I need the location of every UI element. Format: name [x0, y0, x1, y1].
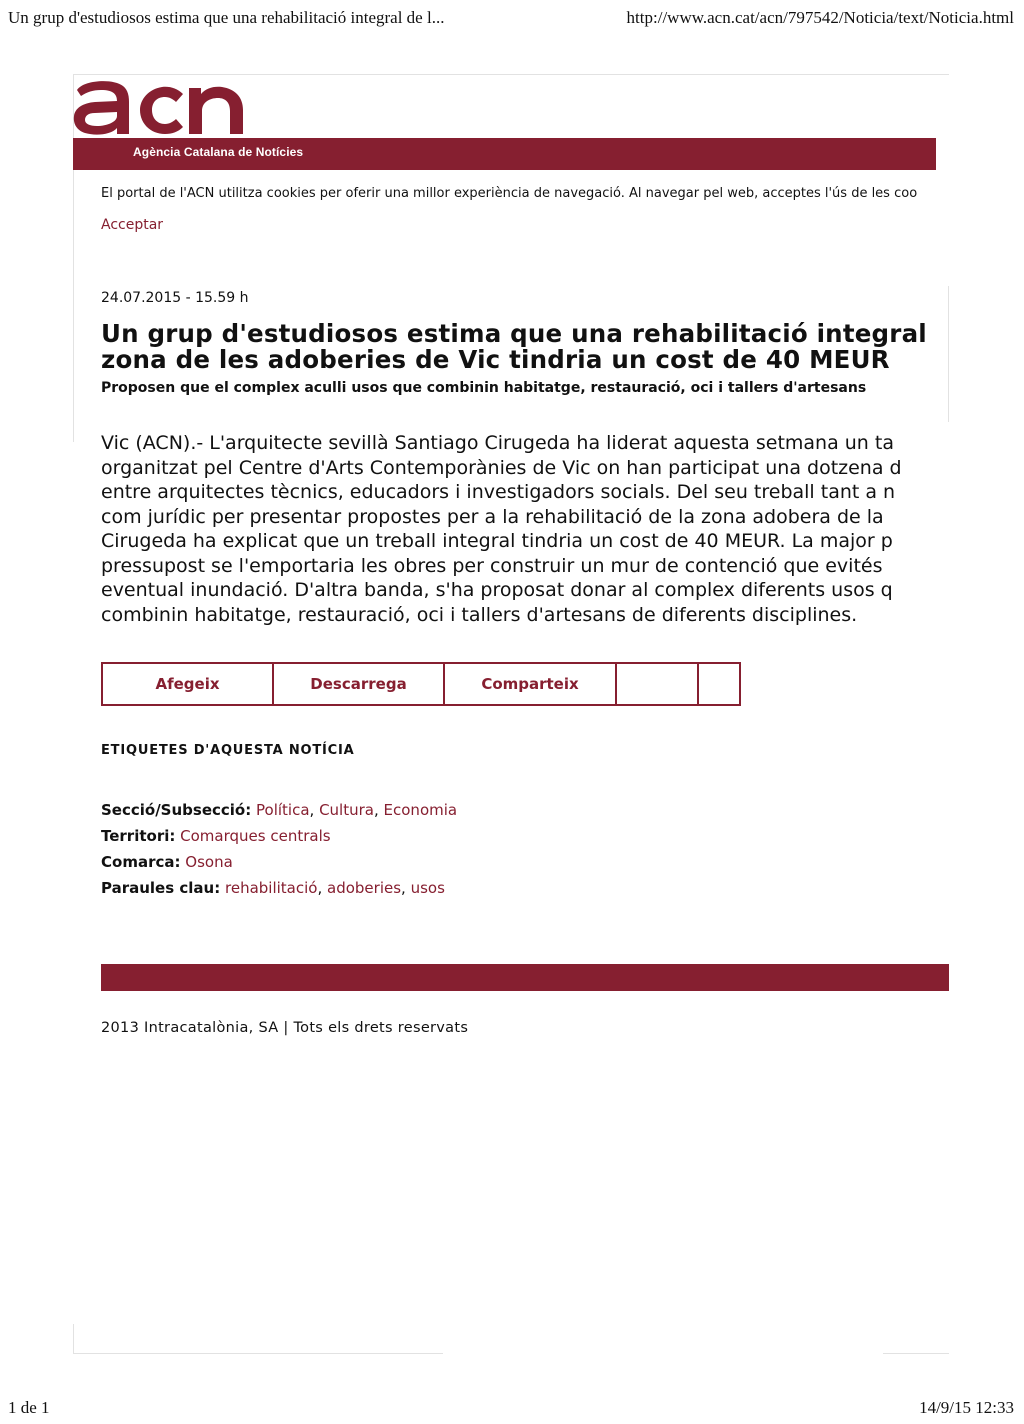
body-line: pressupost se l'emportaria les obres per construir un mur de contenció que evités	[101, 554, 883, 577]
article-body	[101, 431, 949, 627]
tag-link-osona[interactable]: Osona	[185, 853, 233, 871]
tag-separator: ,	[401, 879, 411, 897]
action-slot-empty[interactable]	[617, 664, 699, 704]
tag-link-rehabilitacio[interactable]: rehabilitació	[225, 879, 318, 897]
body-line: combinin habitatge, restauració, oci i tallers d'artesans de diferents disciplines.	[101, 603, 858, 626]
action-slot-empty-2[interactable]	[699, 664, 739, 704]
download-button[interactable]: Descarrega	[274, 664, 445, 704]
body-line: Vic (ACN).- L'arquitecte sevillà Santiago Cirugeda ha liderat aquesta setmana un ta	[101, 432, 894, 454]
tag-label-keywords: Paraules clau:	[101, 879, 221, 897]
tag-separator: ,	[309, 801, 320, 819]
headline-line-2: zona de les adoberies de Vic tindria un cost de 40 MEUR	[101, 347, 890, 373]
page-frame	[73, 74, 949, 1354]
tag-row-territory	[101, 827, 331, 845]
cookie-notice-text: El portal de l'ACN utilitza cookies per oferir una millor experiència de navegació. Al navegar pel web, acceptes l'ús de les coo	[101, 186, 918, 201]
cookie-accept-link[interactable]: Acceptar	[101, 217, 164, 233]
print-page-url: http://www.acn.cat/acn/797542/Noticia/text/Noticia.html	[626, 8, 1014, 27]
tag-row-keywords	[101, 879, 445, 897]
tag-label-county: Comarca:	[101, 853, 181, 871]
print-page-number: 1 de 1	[8, 1398, 50, 1417]
tag-label-section: Secció/Subsecció:	[101, 801, 252, 819]
frame-border-bottom-right	[883, 1353, 949, 1354]
copyright-text: 2013 Intracatalònia, SA | Tots els drets reservats	[101, 1020, 469, 1036]
tags-title: ETIQUETES D'AQUESTA NOTÍCIA	[101, 743, 355, 758]
brand-bar	[73, 138, 936, 170]
article-actions	[101, 662, 741, 706]
tag-separator: ,	[373, 801, 384, 819]
headline-line-1: Un grup d'estudiosos estima que una rehabilitació integral	[101, 321, 927, 347]
tag-row-county	[101, 853, 233, 871]
body-line: organitzat pel Centre d'Arts Contemporànies de Vic on han participat una dotzena d	[101, 456, 902, 479]
tag-link-cultura[interactable]: Cultura	[319, 801, 374, 819]
acn-logo[interactable]	[73, 76, 245, 136]
body-line: Cirugeda ha explicat que un treball integral tindria un cost de 40 MEUR. La major p	[101, 530, 893, 552]
print-footer	[8, 1396, 1014, 1418]
add-button[interactable]: Afegeix	[103, 664, 274, 704]
frame-border-top	[73, 74, 949, 75]
body-line: entre arquitectes tècnics, educadors i investigadors socials. Del seu treball tant a n	[101, 481, 896, 503]
body-line: eventual inundació. D'altra banda, s'ha proposat donar al complex diferents usos q	[101, 579, 893, 601]
print-header	[8, 8, 1014, 30]
tag-link-economia[interactable]: Economia	[383, 801, 458, 819]
tag-separator: ,	[317, 879, 328, 897]
tag-link-usos[interactable]: usos	[410, 879, 445, 897]
tag-row-section	[101, 801, 457, 819]
print-datetime: 14/9/15 12:33	[919, 1398, 1014, 1417]
footer-bar	[101, 964, 949, 991]
body-line: com jurídic per presentar propostes per a la rehabilitació de la zona adobera de la	[101, 505, 884, 528]
tag-link-comarques-centrals[interactable]: Comarques centrals	[180, 827, 331, 845]
frame-border-bottom	[73, 1353, 443, 1354]
tag-link-politica[interactable]: Política	[256, 801, 310, 819]
share-button[interactable]: Comparteix	[445, 664, 617, 704]
print-page-title: Un grup d'estudiosos estima que una rehabilitació integral de l...	[8, 8, 445, 27]
tag-label-territory: Territori:	[101, 827, 176, 845]
article-headline	[101, 321, 949, 373]
article-date: 24.07.2015 - 15.59 h	[101, 290, 249, 306]
tag-link-adoberies[interactable]: adoberies	[327, 879, 402, 897]
brand-tagline: Agència Catalana de Notícies	[133, 145, 304, 159]
article-subheadline: Proposen que el complex aculli usos que combinin habitatge, restauració, oci i tallers d'artesans	[101, 380, 867, 396]
frame-border-left-lower	[73, 1324, 74, 1354]
